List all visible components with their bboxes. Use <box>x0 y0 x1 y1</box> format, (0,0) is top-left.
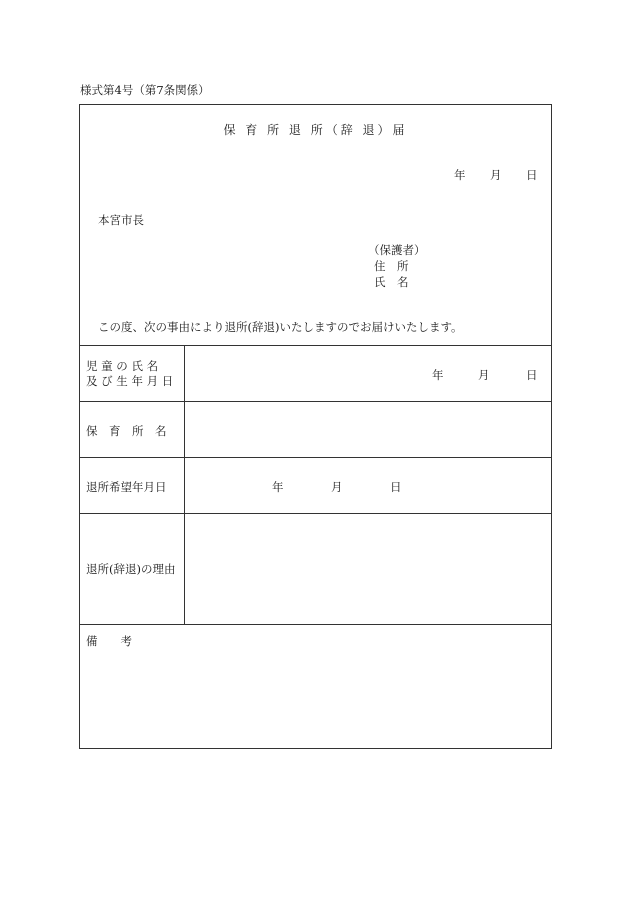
form-title: 保 育 所 退 所（辞 退）届 <box>223 123 408 137</box>
withdraw-date-field[interactable] <box>185 457 551 513</box>
withdraw-date-label: 退所希望年月日 <box>86 480 167 494</box>
reason-label: 退所(辞退)の理由 <box>86 562 176 576</box>
submission-year-label: 年 <box>454 168 466 182</box>
withdraw-month-label: 月 <box>331 480 343 494</box>
nursery-name-field[interactable] <box>185 401 551 457</box>
remarks-label: 備 考 <box>86 634 132 648</box>
birth-month-label: 月 <box>478 368 490 382</box>
submission-day-label: 日 <box>526 168 538 182</box>
name-label: 氏 名 <box>374 275 409 289</box>
birth-year-label: 年 <box>432 368 444 382</box>
guardian-label: （保護者） <box>368 243 426 257</box>
form-frame <box>79 104 552 749</box>
reason-field[interactable] <box>185 513 551 624</box>
withdraw-day-label: 日 <box>390 480 402 494</box>
nursery-name-label: 保 育 所 名 <box>86 424 167 438</box>
withdraw-year-label: 年 <box>272 480 284 494</box>
statement-text: この度、次の事由により退所(辞退)いたしますのでお届けいたします。 <box>98 320 463 334</box>
submission-month-label: 月 <box>490 168 502 182</box>
applicant-block <box>368 242 426 290</box>
child-name-field[interactable] <box>185 345 551 401</box>
birth-day-label: 日 <box>526 368 538 382</box>
addressee: 本宮市長 <box>98 213 144 227</box>
form-number: 様式第4号（第7条関係） <box>80 83 210 97</box>
child-name-label: 児 童 の 氏 名 及 び 生 年 月 日 <box>86 359 174 388</box>
remarks-field[interactable] <box>80 625 551 748</box>
address-label: 住 所 <box>374 259 409 273</box>
